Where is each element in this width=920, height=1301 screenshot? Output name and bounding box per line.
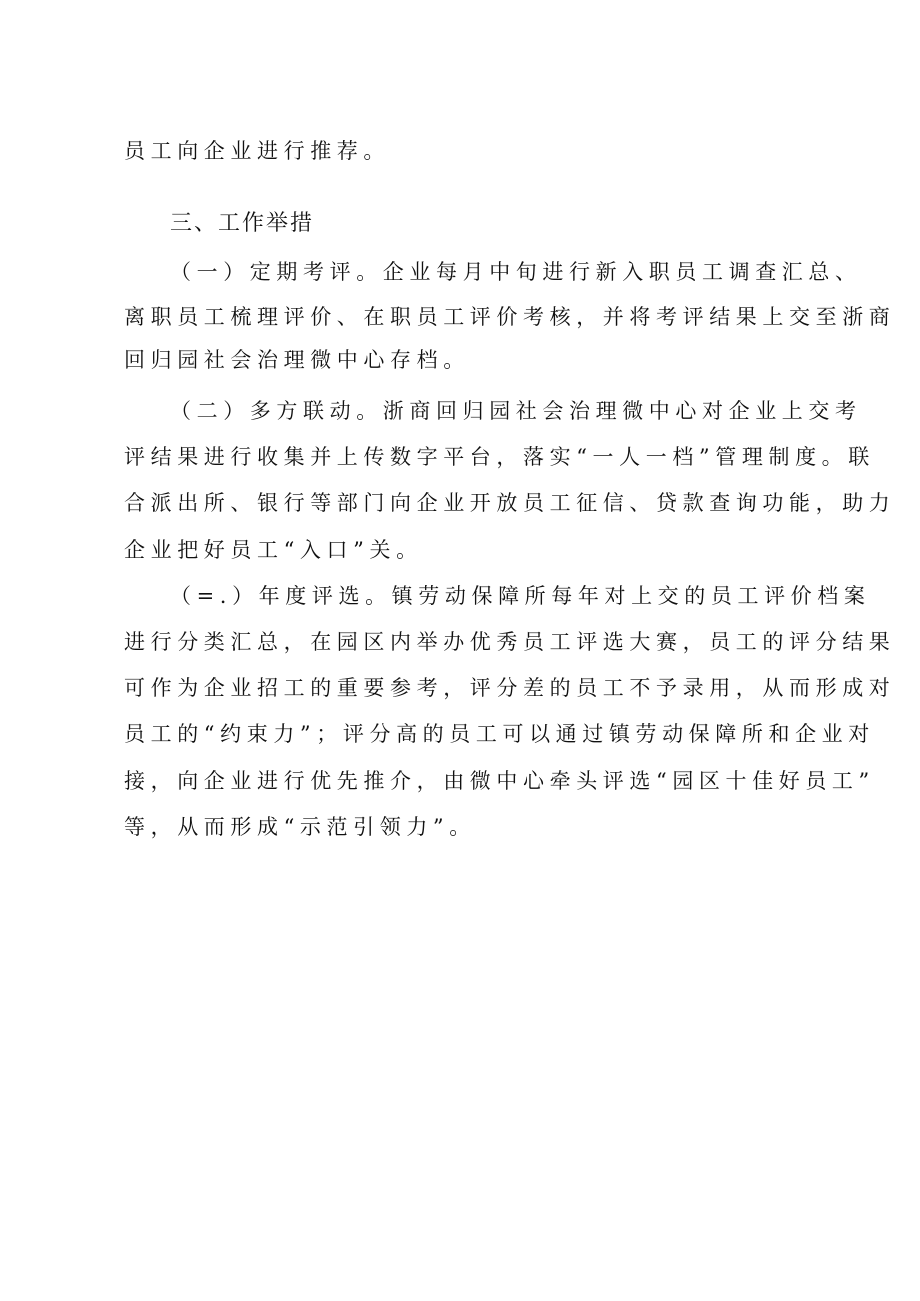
paragraph-line: 企业把好员工“入口”关。 (124, 538, 423, 562)
paragraph-line: 可作为企业招工的重要参考，评分差的员工不予录用，从而形成对 (124, 676, 896, 700)
paragraph-line: 员工的“约束力”；评分高的员工可以通过镇劳动保障所和企业对 (124, 722, 875, 746)
paragraph-line: 合派出所、银行等部门向企业开放员工征信、贷款查询功能，助力 (124, 491, 896, 515)
paragraph-line: （一）定期考评。企业每月中旬进行新入职员工调查汇总、 (170, 260, 862, 284)
paragraph-line: 离职员工梳理评价、在职员工评价考核，并将考评结果上交至浙商 (124, 305, 896, 329)
paragraph-line: 进行分类汇总，在园区内举办优秀员工评选大赛，员工的评分结果 (124, 630, 896, 654)
carryover-line: 员工向企业进行推荐。 (124, 139, 390, 163)
paragraph-line: （=.）年度评选。镇劳动保障所每年对上交的员工评价档案 (170, 584, 871, 608)
section-heading: 三、工作举措 (170, 211, 315, 236)
paragraph-line: 等，从而形成“示范引领力”。 (124, 815, 476, 839)
paragraph-line: 回归园社会治理微中心存档。 (124, 348, 470, 372)
paragraph-line: 接，向企业进行优先推介，由微中心牵头评选“园区十佳好员工” (124, 769, 875, 793)
paragraph-line: 评结果进行收集并上传数字平台，落实“一人一档”管理制度。联 (124, 445, 875, 469)
paragraph-line: （二）多方联动。浙商回归园社会治理微中心对企业上交考 (170, 399, 862, 423)
